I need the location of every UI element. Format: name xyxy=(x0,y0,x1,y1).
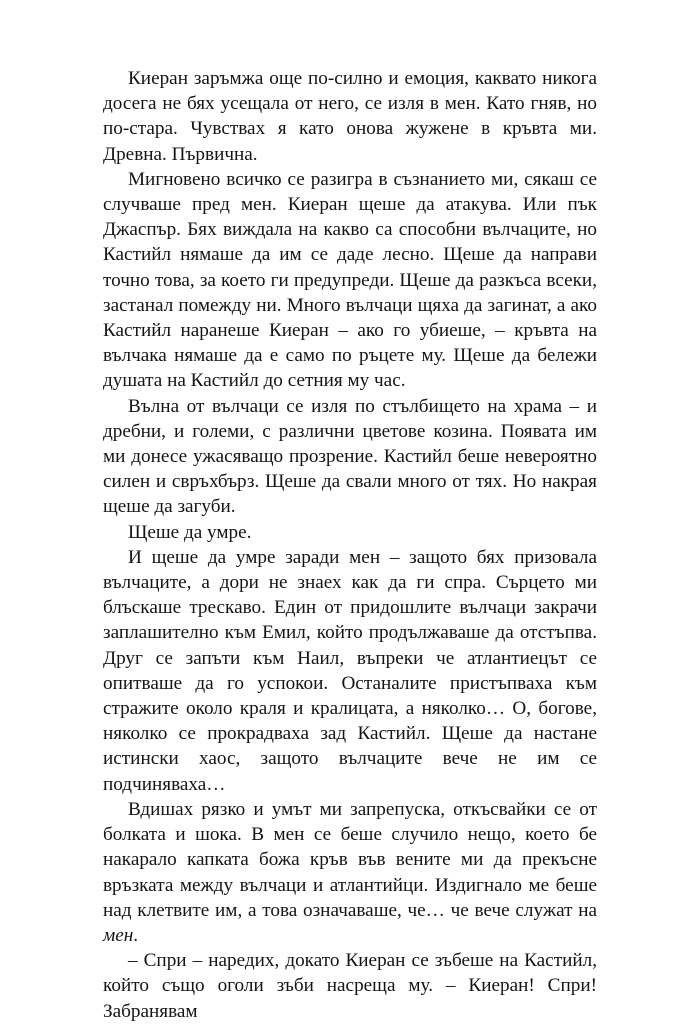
paragraph-1: Киеран заръмжа още по-силно и емоция, каквато никога досега не бях усещала от него, се изля в мен. Като гняв, но по-стара. Чувствах я като онова жужене в кръвта ми. Древна. Първична. xyxy=(103,68,597,165)
paragraph-2: Мигновено всичко се разигра в съзнанието ми, сякаш се случваше пред мен. Киеран щеше да атакува. Или пък Джаспър. Бях виждала на какво са способни вълчаците, но Кастийл нямаше да им се даде лесно. Щеше да направи точно това, за което ги предупреди. Щеше да разкъса всеки, застанал помежду ни. Много вълчаци щяха да загинат, а ако Кастийл наранеше Киеран – ако го убиеше, – кръвта на вълчака нямаше да е само по ръцете му. Щеше да бележи душата на Кастийл до сетния му час. xyxy=(103,168,597,392)
paragraph-4: Щеше да умре. xyxy=(128,521,252,543)
paragraph-6-text: Вдишах рязко и умът ми запрепуска, откъсвайки се от болката и шока. В мен се беше случило нещо, което бе накарало капката божа кръв във вените ми да прекъсне връзката между вълчаци и атлантийци. Издигнало ме беше над клетвите им, а това означаваше, че… че вече служат на xyxy=(103,798,597,921)
paragraph-6-emphasis: мен xyxy=(103,924,134,946)
body-text xyxy=(103,66,597,1024)
paragraph-6 xyxy=(103,797,597,948)
paragraph-3: Вълна от вълчаци се изля по стълбището на храма – и дребни, и големи, с различни цветове козина. Появата им ми донесе ужасяващо прозрение. Кастийл беше невероятно силен и свръхбърз. Щеше да свали много от тях. Но накрая щеше да загуби. xyxy=(103,395,597,518)
paragraph-5: И щеше да умре заради мен – защото бях призовала вълчаците, а дори не знаех как да ги спра. Сърцето ми блъскаше трескаво. Един от придошлите вълчаци закрачи заплашително към Емил, който продължаваше да отстъпва. Друг се запъти към Наил, въпреки че атлантиецът се опитваше да го успокои. Останалите пристъпваха към стражите около краля и кралицата, а няколко… О, богове, няколко се прокрадваха зад Кастийл. Щеше да настане истински хаос, защото вълчаците вече не им се подчиняваха… xyxy=(103,546,597,795)
paragraph-7: – Спри – наредих, докато Киеран се зъбеше на Кастийл, който също оголи зъби насреща му. – Киеран! Спри! Забранявам xyxy=(103,950,597,1022)
paragraph-6-end: . xyxy=(133,924,139,946)
